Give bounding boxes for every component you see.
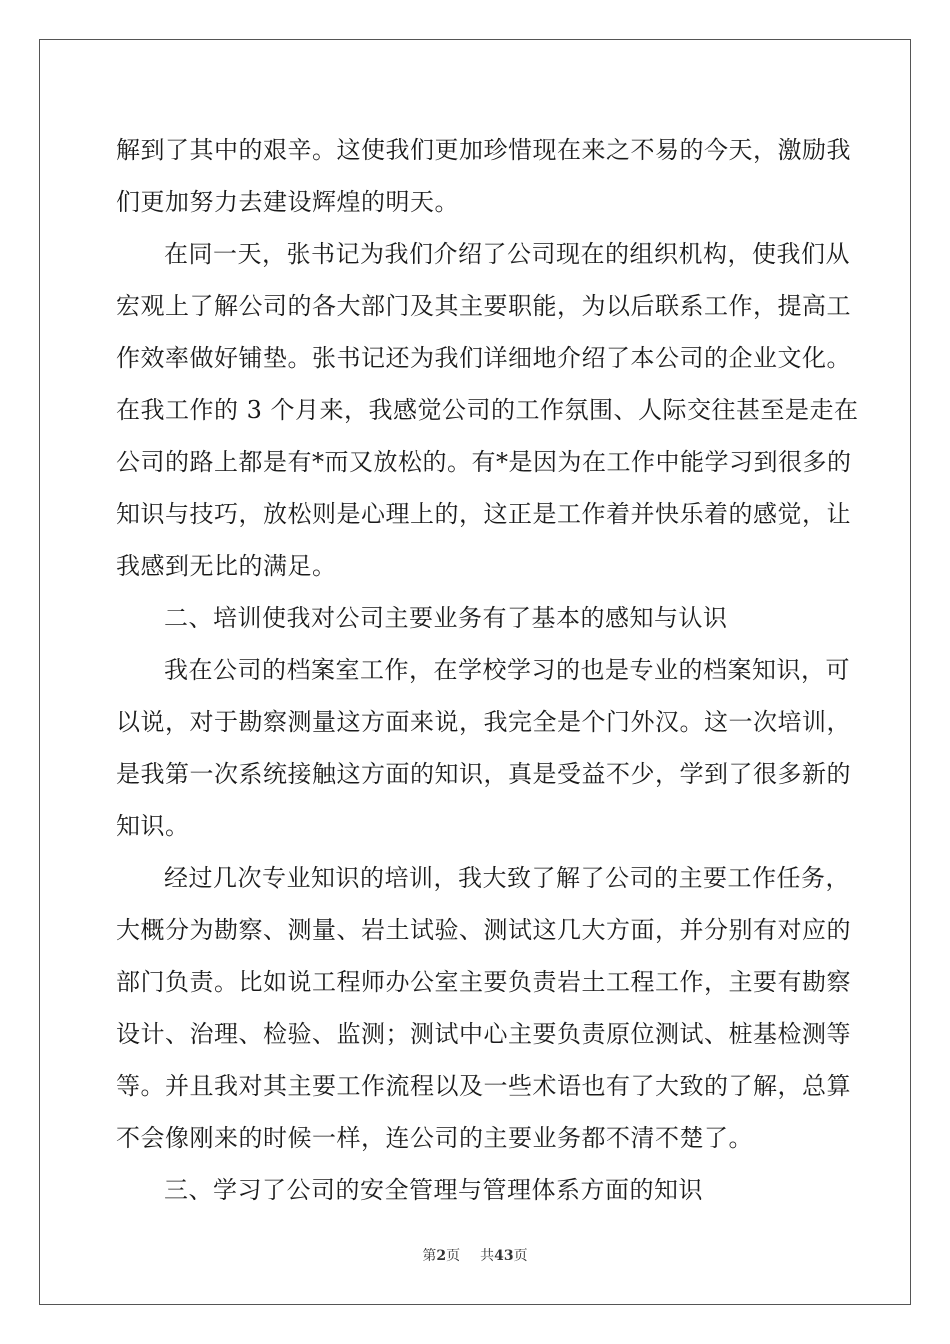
text-line-1: 解到了其中的艰辛。这使我们更加珍惜现在来之不易的今天，激励我 <box>116 136 851 164</box>
text-line-5: 作效率做好铺垫。张书记还为我们详细地介绍了本公司的企业文化。 <box>116 344 851 372</box>
text-line-16: 大概分为勘察、测量、岩土试验、测试这几大方面，并分别有对应的 <box>116 916 851 944</box>
text-line-4: 宏观上了解公司的各大部门及其主要职能，为以后联系工作，提高工 <box>116 292 851 320</box>
total-pages: 43 <box>494 1248 514 1264</box>
page-number: 2 <box>436 1248 447 1264</box>
document-body <box>116 124 859 1216</box>
text-line-2: 们更加努力去建设辉煌的明天。 <box>116 188 459 216</box>
text-line-13: 是我第一次系统接触这方面的知识，真是受益不少，学到了很多新的 <box>116 760 851 788</box>
text-line-7: 公司的路上都是有*而又放松的。有*是因为在工作中能学习到很多的 <box>116 448 852 476</box>
page-prefix: 第 <box>422 1248 437 1264</box>
section-heading-2: 二、培训使我对公司主要业务有了基本的感知与认识 <box>164 604 728 632</box>
total-suffix: 页 <box>513 1248 528 1264</box>
text-line-11: 我在公司的档案室工作，在学校学习的也是专业的档案知识，可 <box>164 656 850 684</box>
text-line-15: 经过几次专业知识的培训，我大致了解了公司的主要工作任务， <box>164 864 850 892</box>
section-heading-3: 三、学习了公司的安全管理与管理体系方面的知识 <box>164 1176 703 1204</box>
page-suffix: 页 <box>446 1248 461 1264</box>
text-line-18: 设计、治理、检验、监测；测试中心主要负责原位测试、桩基检测等 <box>116 1020 851 1048</box>
text-line-20: 不会像刚来的时候一样，连公司的主要业务都不清不楚了。 <box>116 1124 753 1152</box>
text-line-14: 知识。 <box>116 812 190 840</box>
text-line-17: 部门负责。比如说工程师办公室主要负责岩土工程工作，主要有勘察 <box>116 968 851 996</box>
text-line-8: 知识与技巧，放松则是心理上的，这正是工作着并快乐着的感觉，让 <box>116 500 851 528</box>
text-line-19: 等。并且我对其主要工作流程以及一些术语也有了大致的了解，总算 <box>116 1072 851 1100</box>
page-footer <box>0 1245 950 1265</box>
text-line-9: 我感到无比的满足。 <box>116 552 337 580</box>
text-line-12: 以说，对于勘察测量这方面来说，我完全是个门外汉。这一次培训， <box>116 708 851 736</box>
total-prefix: 共 <box>480 1248 495 1264</box>
text-line-3: 在同一天，张书记为我们介绍了公司现在的组织机构，使我们从 <box>164 240 850 268</box>
text-line-6: 在我工作的 3 个月来，我感觉公司的工作氛围、人际交往甚至是走在 <box>116 396 859 424</box>
